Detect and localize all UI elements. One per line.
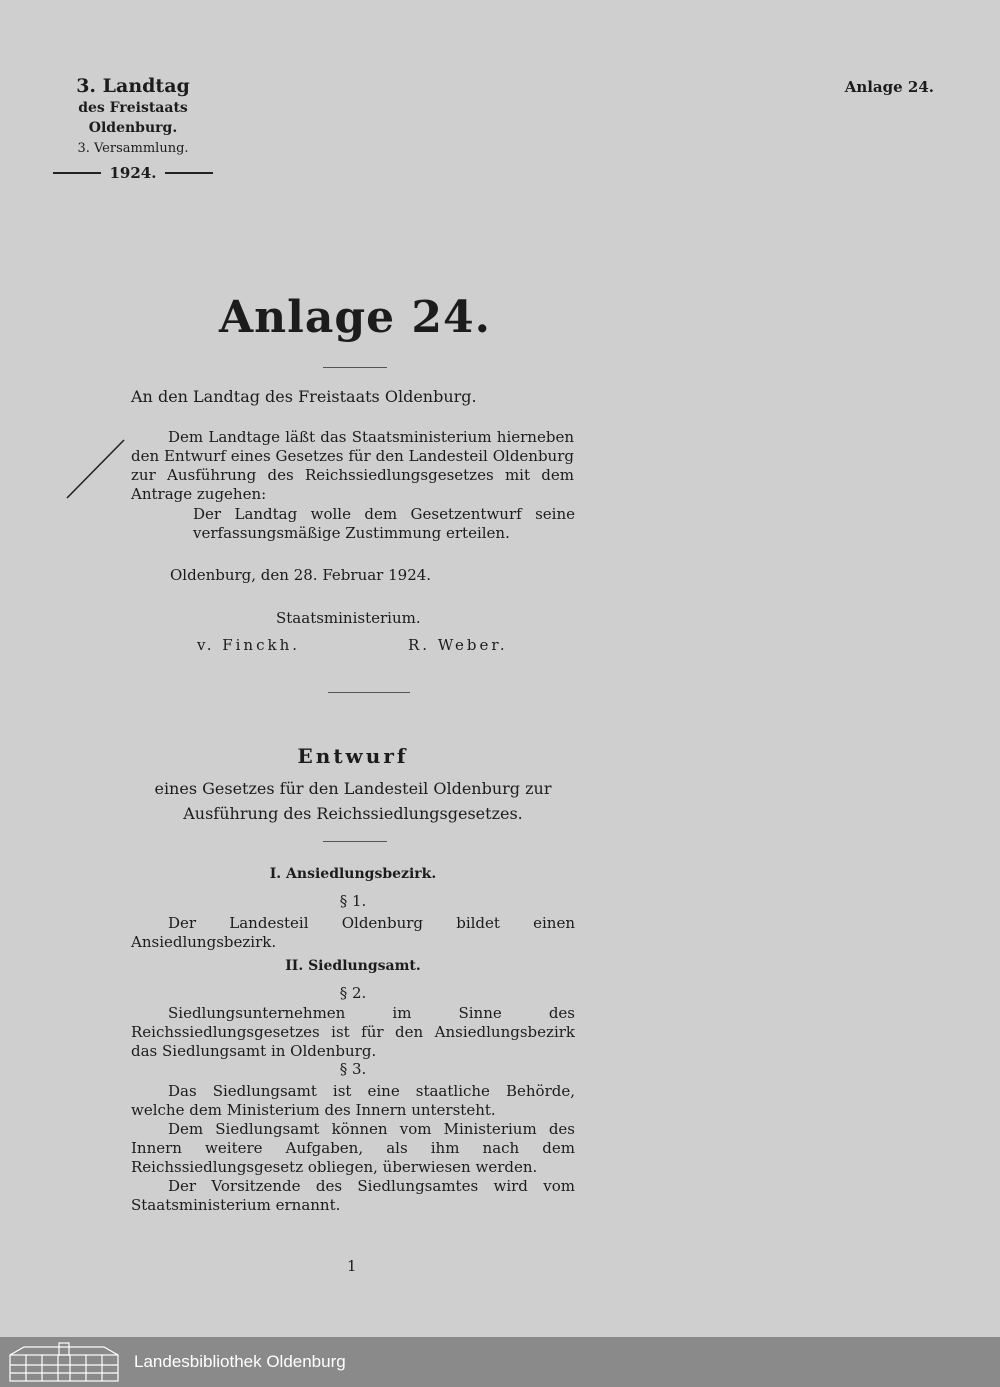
library-footer <box>0 1337 1000 1387</box>
draft-subtitle <box>131 776 575 826</box>
paragraph-2 <box>131 1004 575 1061</box>
paragraph-number-1: § 1. <box>339 892 367 910</box>
assembly-line2: des Freistaats Oldenburg. <box>78 100 188 136</box>
paragraph-number-2: § 2. <box>339 984 367 1002</box>
section-heading-1: I. Ansiedlungsbezirk. <box>269 866 437 882</box>
letter-date: Oldenburg, den 28. Februar 1924. <box>170 566 432 584</box>
divider <box>323 367 387 368</box>
annex-label: Anlage 24. <box>844 78 934 96</box>
paragraph-3 <box>131 1082 575 1215</box>
paragraph-1 <box>131 914 575 952</box>
divider <box>328 692 410 693</box>
page-number: 1 <box>347 1257 357 1275</box>
year: 1924. <box>109 164 157 182</box>
year-row <box>40 164 226 182</box>
assembly-line3: 3. Versammlung. <box>77 141 189 156</box>
assembly-header <box>40 74 226 182</box>
letter-address: An den Landtag des Freistaats Oldenburg. <box>131 387 477 406</box>
draft-title: Entwurf <box>297 744 409 768</box>
paragraph-1-text: Der Landesteil Oldenburg bildet einen Ansiedlungsbezirk. <box>131 914 575 951</box>
draft-subtitle-line1: eines Gesetzes für den Landesteil Oldenburg zur <box>154 779 552 798</box>
library-building-icon <box>6 1341 122 1383</box>
paragraph-3-text-3: Der Vorsitzende des Siedlungsamtes wird vom Staatsministerium ernannt. <box>131 1177 575 1214</box>
paragraph-number-3: § 3. <box>339 1060 367 1078</box>
ministry-name: Staatsministerium. <box>276 609 421 627</box>
year-rule-right <box>165 172 213 174</box>
paragraph-2-text: Siedlungsunternehmen im Sinne des Reichssiedlungsgesetzes ist für den Ansiedlungsbezirk das Siedlungsamt in Oldenburg. <box>131 1004 575 1060</box>
paragraph-3-text-1: Das Siedlungsamt ist eine staatliche Behörde, welche dem Ministerium des Innern untersteht. <box>131 1082 575 1119</box>
letter-body-text: Dem Landtage läßt das Staatsministerium hierneben den Entwurf eines Gesetzes für den Landesteil Oldenburg zur Ausführung des Reichssiedlungsgesetzes mit dem Antrage zugehen: <box>131 428 574 503</box>
assembly-line1: 3. Landtag <box>76 75 190 97</box>
library-name: Landesbibliothek Oldenburg <box>134 1352 346 1371</box>
page-title: Anlage 24. <box>219 292 491 343</box>
signatory-1: v. Finckh. <box>197 636 301 654</box>
signatory-2: R. Weber. <box>408 636 508 654</box>
draft-subtitle-line2: Ausführung des Reichssiedlungsgesetzes. <box>183 804 523 823</box>
section-heading-2: II. Siedlungsamt. <box>285 958 421 974</box>
letter-body <box>131 428 574 504</box>
paragraph-3-text-2: Dem Siedlungsamt können vom Ministerium des Innern weitere Aufgaben, als ihm nach dem Reichssiedlungsgesetz obliegen, überwiesen werden. <box>131 1120 575 1176</box>
letter-motion: Der Landtag wolle dem Gesetzentwurf seine verfassungsmäßige Zustimmung erteilen. <box>193 505 575 542</box>
pen-mark-icon <box>64 438 128 502</box>
divider <box>323 841 387 842</box>
year-rule-left <box>53 172 101 174</box>
